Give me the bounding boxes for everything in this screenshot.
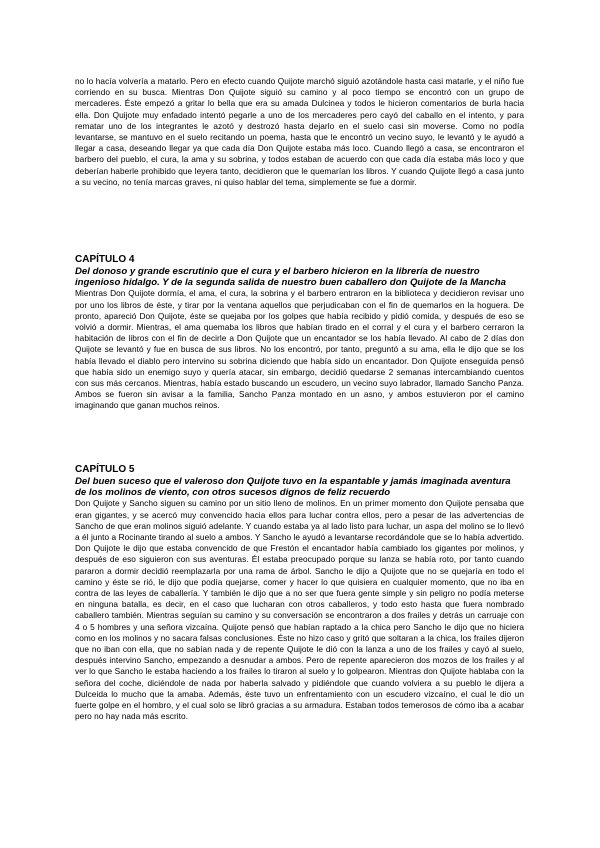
chapter-5-subtitle: Del buen suceso que el valeroso don Quijote tuvo en la espantable y jamás imaginada aventura de los molinos de viento, con otros sucesos dignos de feliz recuerdo	[75, 476, 511, 499]
chapter-4-section	[75, 254, 524, 412]
chapter-4-subtitle: Del donoso y grande escrutinio que el cura y el barbero hicieron en la librería de nuestro ingenioso hidalgo. Y de la segunda salida de nuestro buen caballero don Quijote de la Mancha	[75, 266, 506, 289]
chapter-4-body: Mientras Don Quijote dormía, el ama, el cura, la sobrina y el barbero entraron en la biblioteca y decidieron revisar uno por uno los libros de éste, y tirar por la ventana aquellos que perjudicaban con el fin de quemarlos en la hoguera. De pronto, apareció Don Quijote, éste se quejaba por los golpes que había recibido y pidió comida, y después de eso se volvió a dormir. Mientras, el ama quemaba los libros que habían tirado en el corral y el cura y el barbero cerraron la habitación de libros con el fin de decirle a Don Quijote que un encantador se los había llevado. Al cabo de 2 días don Quijote se levantó y fue en busca de sus libros. No los encontró, por tanto, preguntó a su ama, ella le dijo que se los había llevado el diablo pero intervino su sobrina diciendo que había sido un encantador. Don Quijote enseguida pensó que había sido un enemigo suyo y quería atacar, sin embargo, decidió quedarse 2 semanas intercambiando cuentos con sus más cercanos. Mientras, había estado buscando un escudero, un vecino suyo labrador, llamado Sancho Panza. Ambos se fueron sin avisar a la familia, Sancho Panza montado en un asno, y ambos estuvieron por el camino imaginando que ganan muchos reinos.	[75, 288, 524, 411]
intro-paragraph: no lo hacía volvería a matarlo. Pero en efecto cuando Quijote marchó siguió azotándole hasta casi matarle, y el niño fue corriendo en su busca. Mientras Don Quijote siguió su camino y al poco tiempo se encontró con un grupo de mercaderes. Éste empezó a gritar lo bella que era su amada Dulcinea y todos le hicieron comentarios de burla hacia ella. Don Quijote muy enfadado intentó pegarle a uno de los mercaderes pero cayó del caballo en el intento, y para rematar uno de los integrantes le azotó y destrozó hasta dejarlo en el suelo casi sin moverse. Como no podía levantarse, se mantuvo en el suelo recitando un poema, hasta que le encontró un vecino suyo, le levantó y le ayudó a llegar a casa, deseando llegar ya que cada día Don Quijote estaba más loco. Cuando llegó a casa, se encontraron el barbero del pueblo, el cura, la ama y su sobrina, y todos estaban de acuerdo con que cada día estaba más loco y que deberían haberle prohibido que leyera tanto, decidieron que le quemarían los libros. Y cuando Quijote llegó a casa junto a su vecino, no tenía marcas graves, ni quiso hablar del tema, simplemente se fue a dormir.	[75, 76, 524, 187]
chapter-4-heading: CAPÍTULO 4	[75, 254, 135, 265]
chapter-5-body: Don Quijote y Sancho siguen su camino por un sitio lleno de molinos. En un primer momento don Quijote pensaba que eran gigantes, y se acercó muy convencido hacia ellos para luchar contra ellos, pero a pesar de las advertencias de Sancho de que eran molinos siguió adelante. Y cuando estaba ya al lado listo para luchar, un aspa del molino se lo llevó a él junto a Rocinante tirando al suelo a ambos. Y Sancho le ayudó a levantarse recordándole que se lo había advertido. Don Quijote le dijo que estaba convencido de que Frestón el encantador había cambiado los gigantes por molinos, y después de eso siguieron con sus aventuras. Él estaba preocupado porque su lanza se había roto, por tanto cuando pararon a dormir decidió reemplazarla por una rama de árbol. Sancho le dijo a Quijote que no se quejaría en todo el camino y éste se rió, le dijo que podía quejarse, comer y hacer lo que quisiera en cualquier momento, que no iba en contra de las leyes de caballería. Y también le dijo que a no ser que fuera gente simple y sin peligro no podía meterse en ninguna batalla, es decir, en el caso que lucharan con otros caballeros, y todo esto hasta que fuera nombrado caballero también. Mientras seguían su camino y su conversación se encontraron a dos frailes y detrás un carruaje con 4 o 5 hombres y una señora vizcaína. Quijote pensó que habían raptado a la chica pero Sancho le dijo que no hiciera como en los molinos y no sacara falsas conclusiones. Éste no hizo caso y gritó que soltaran a la chica, los frailes dijeron que no iban con ella, que no sabían nada y de repente Quijote le dió con la lanza a uno de los frailes y cayó al suelo, después intervino Sancho, empezando a desnudar a ambos. Pero de repente aparecieron dos mozos de los frailes y al ver lo que Sancho le estaba haciendo a los frailes lo tiraron al suelo y lo golpearon. Mientras don Quijote hablaba con la señora del coche, diciéndole de nada por haberla salvado y pidiéndole que cuando volviera a su pueblo le dijera a Dulceida lo mucho que la amaba. Además, éste tuvo un enfrentamiento con un escudero vizcaíno, el cual le dio un fuerte golpe en el hombro, y el cual solo se libró gracias a su armadura. Estaban todos temerosos de cómo iba a acabar pero no hay nada más escrito.	[75, 498, 524, 722]
chapter-5-heading: CAPÍTULO 5	[75, 464, 135, 475]
chapter-5-section	[75, 464, 524, 722]
